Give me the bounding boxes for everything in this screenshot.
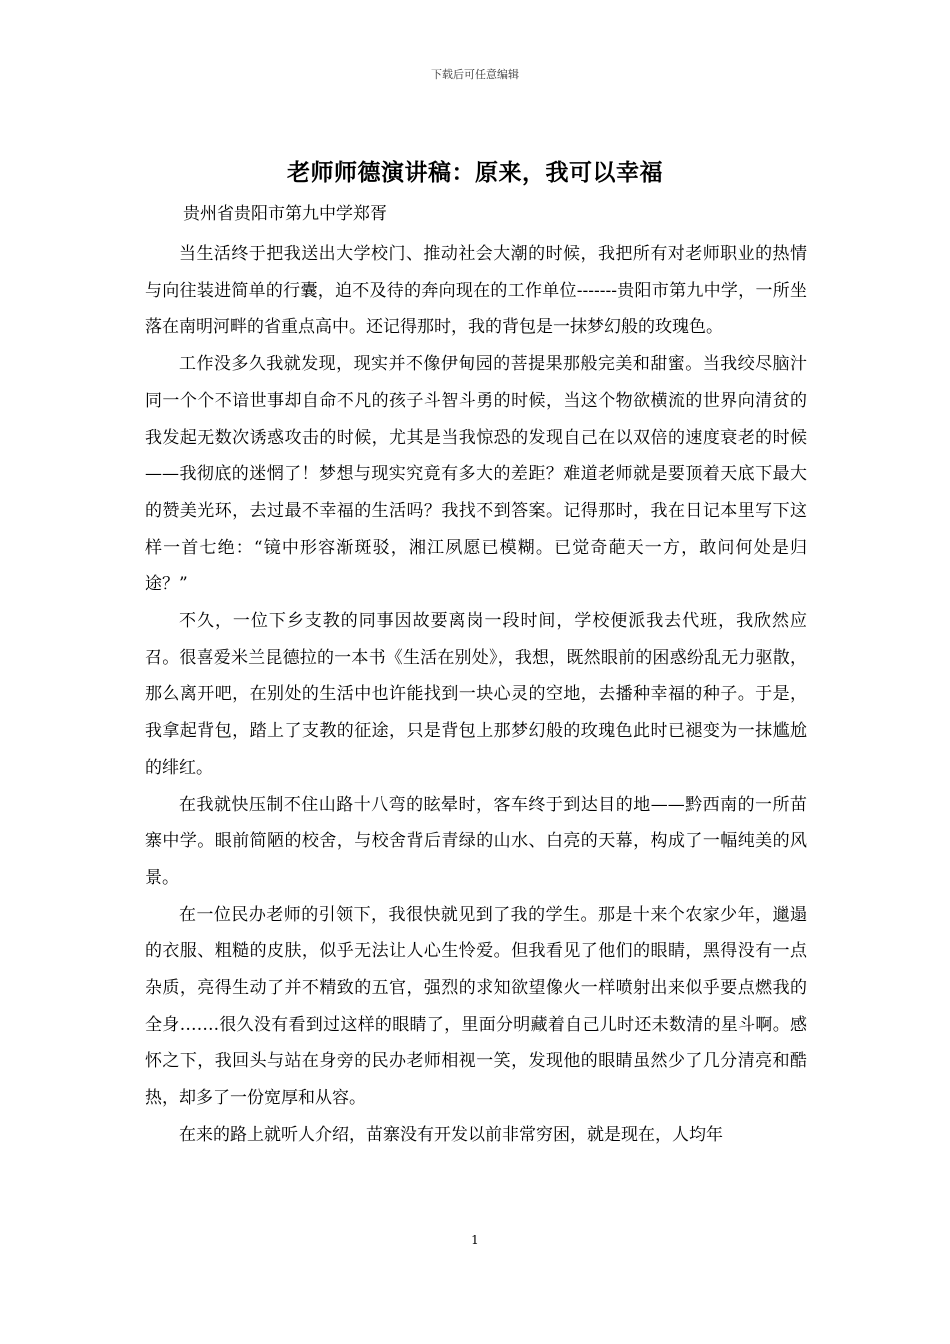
header-note: 下载后可任意编辑 [431, 68, 519, 81]
paragraph: 工作没多久我就发现，现实并不像伊甸园的菩提果那般完美和甜蜜。当我绞尽脑汁同一个个不谙世事却自命不凡的孩子斗智斗勇的时候，当这个物欲横流的世界向清贫的我发起无数次诱惑攻击的时候，尤其是当我惊恐的发现自己在以双倍的速度衰老的时候——我彻底的迷惘了！梦想与现实究竟有多大的差距？难道老师就是要顶着天底下最大的赞美光环，去过最不幸福的生活吗？我找不到答案。记得那时，我在日记本里写下这样一首七绝：“镜中形容渐斑驳，湘江夙愿已模糊。已觉奇葩天一方，敢问何处是归途？” [145, 354, 807, 595]
author-line: 贵州省贵阳市第九中学郑胥 [183, 204, 387, 224]
document-title: 老师师德演讲稿：原来，我可以幸福 [287, 160, 663, 186]
document-body [145, 236, 807, 1154]
paragraph: 在我就快压制不住山路十八弯的眩晕时，客车终于到达目的地——黔西南的一所苗寨中学。眼前简陋的校舍，与校舍背后青绿的山水、白亮的天幕，构成了一幅纯美的风景。 [145, 794, 807, 888]
paragraph: 当生活终于把我送出大学校门、推动社会大潮的时候，我把所有对老师职业的热情与向往装进简单的行囊，迫不及待的奔向现在的工作单位-------贵阳市第九中学，一所坐落在南明河畔的省重点高中。还记得那时，我的背包是一抹梦幻般的玫瑰色。 [145, 244, 807, 338]
paragraph: 在来的路上就听人介绍，苗寨没有开发以前非常穷困，就是现在，人均年 [179, 1124, 723, 1145]
page-number: 1 [471, 1233, 479, 1247]
paragraph: 不久，一位下乡支教的同事因故要离岗一段时间，学校便派我去代班，我欣然应召。很喜爱米兰昆德拉的一本书《生活在别处》，我想，既然眼前的困惑纷乱无力驱散，那么离开吧，在别处的生活中也许能找到一块心灵的空地，去播种幸福的种子。于是，我拿起背包，踏上了支教的征途，只是背包上那梦幻般的玫瑰色此时已褪变为一抹尴尬的绯红。 [145, 611, 807, 778]
paragraph: 在一位民办老师的引领下，我很快就见到了我的学生。那是十来个农家少年，邋遢的衣服、粗糙的皮肤，似乎无法让人心生怜爱。但我看见了他们的眼睛，黑得没有一点杂质，亮得生动了并不精致的五官，强烈的求知欲望像火一样喷射出来似乎要点燃我的全身…….很久没有看到过这样的眼睛了，里面分明藏着自己儿时还未数清的星斗啊。感怀之下，我回头与站在身旁的民办老师相视一笑，发现他的眼睛虽然少了几分清亮和酷热，却多了一份宽厚和从容。 [145, 904, 807, 1109]
